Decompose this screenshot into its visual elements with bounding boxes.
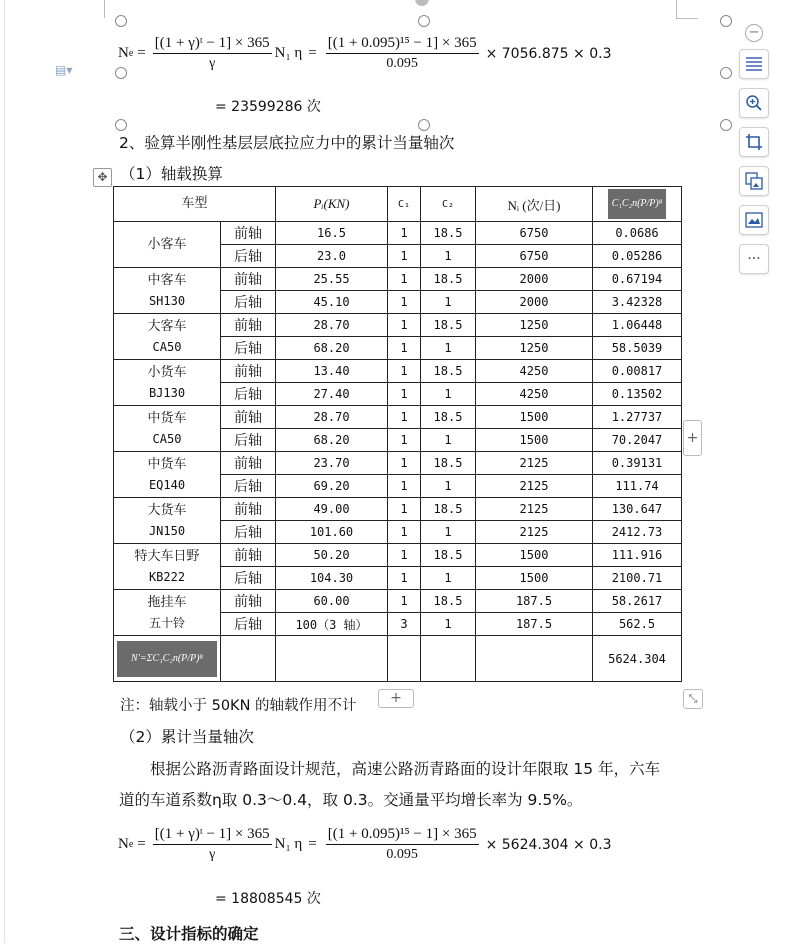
formula-fraction-2 bbox=[326, 826, 479, 863]
empty-cell bbox=[276, 636, 388, 682]
c1-cell: 1 bbox=[388, 222, 421, 245]
c2-cell: 1 bbox=[421, 337, 476, 360]
vehicle-name: 大客车 bbox=[147, 318, 187, 334]
c2-cell: 18.5 bbox=[421, 590, 476, 613]
value-cell: 0.00817 bbox=[593, 360, 682, 383]
header-vehicle: 车型 bbox=[114, 187, 276, 222]
vehicle-name: 中客车 bbox=[147, 272, 187, 288]
n-cell: 4250 bbox=[476, 383, 593, 406]
vehicle-name: 小货车 bbox=[147, 364, 187, 380]
formula-tail: × 7056.875 × 0.3 bbox=[485, 45, 612, 62]
c1-cell: 1 bbox=[388, 429, 421, 452]
n-cell: 1500 bbox=[476, 544, 593, 567]
header-p: Pᵢ(KN) bbox=[276, 187, 388, 222]
p-cell: 13.40 bbox=[276, 360, 388, 383]
n-cell: 187.5 bbox=[476, 590, 593, 613]
c1-cell: 1 bbox=[388, 498, 421, 521]
formula-denominator: γ bbox=[209, 56, 216, 71]
image-convert-icon[interactable] bbox=[739, 205, 769, 235]
table-row bbox=[114, 406, 682, 429]
axle-cell: 后轴 bbox=[221, 521, 276, 544]
p-cell: 104.30 bbox=[276, 567, 388, 590]
resize-handle[interactable] bbox=[720, 119, 732, 131]
paragraph-line-2: 道的车道系数η取 0.3～0.4，取 0.3。交通量平均增长率为 9.5%。 bbox=[119, 791, 583, 809]
resize-handle[interactable] bbox=[418, 119, 430, 131]
p-cell: 101.60 bbox=[276, 521, 388, 544]
c1-cell: 1 bbox=[388, 245, 421, 268]
p-cell: 68.20 bbox=[276, 429, 388, 452]
c1-cell: 1 bbox=[388, 268, 421, 291]
table-row bbox=[114, 590, 682, 613]
value-cell: 2412.73 bbox=[593, 521, 682, 544]
total-formula-image: N'=ΣC₁C₂n(P/P)⁸ bbox=[117, 641, 217, 677]
n-cell: 1500 bbox=[476, 429, 593, 452]
axle-cell: 前轴 bbox=[221, 452, 276, 475]
p-cell: 50.20 bbox=[276, 544, 388, 567]
formula-fraction-2 bbox=[326, 35, 479, 72]
page-top-crop-right bbox=[676, 0, 677, 18]
resize-handle[interactable] bbox=[115, 119, 127, 131]
c2-cell: 1 bbox=[421, 291, 476, 314]
c1-cell: 1 bbox=[388, 590, 421, 613]
n-cell: 1250 bbox=[476, 337, 593, 360]
n-cell: 187.5 bbox=[476, 613, 593, 636]
formula-image: C₁C₂n(P/P)⁸ bbox=[608, 189, 666, 219]
total-row bbox=[114, 636, 682, 682]
n-cell: 2000 bbox=[476, 268, 593, 291]
value-cell: 111.74 bbox=[593, 475, 682, 498]
value-cell: 0.0686 bbox=[593, 222, 682, 245]
p-cell: 25.55 bbox=[276, 268, 388, 291]
paragraph-line-1: 根据公路沥青路面设计规范，高速公路沥青路面的设计年限取 15 年，六车 bbox=[150, 760, 661, 778]
c2-cell: 1 bbox=[421, 613, 476, 636]
empty-cell bbox=[221, 636, 276, 682]
subheading-1: （1）轴载换算 bbox=[120, 165, 223, 183]
vehicle-cell bbox=[114, 406, 221, 452]
formula-mult: N₁ η bbox=[274, 836, 303, 852]
table-resize-icon[interactable]: ⤡ bbox=[683, 689, 703, 709]
crop-icon[interactable] bbox=[739, 127, 769, 157]
text-wrap-icon[interactable] bbox=[739, 49, 769, 79]
zoom-in-icon[interactable] bbox=[739, 88, 769, 118]
table-add-row-button[interactable]: + bbox=[378, 689, 414, 708]
vehicle-model: EQ140 bbox=[148, 477, 186, 492]
vehicle-cell bbox=[114, 268, 221, 314]
axle-cell: 前轴 bbox=[221, 314, 276, 337]
formula-lhs-sub: e bbox=[128, 48, 134, 59]
resize-handle[interactable] bbox=[720, 15, 732, 27]
p-cell: 68.20 bbox=[276, 337, 388, 360]
vehicle-cell bbox=[114, 222, 221, 268]
axle-cell: 后轴 bbox=[221, 245, 276, 268]
resize-handle[interactable] bbox=[720, 67, 732, 79]
vehicle-name: 中货车 bbox=[147, 456, 187, 472]
vehicle-model: CA50 bbox=[152, 339, 182, 354]
vehicle-name: 特大车日野 bbox=[134, 548, 200, 564]
p-cell: 28.70 bbox=[276, 406, 388, 429]
c2-cell: 18.5 bbox=[421, 544, 476, 567]
axle-cell: 前轴 bbox=[221, 222, 276, 245]
paragraph-marker-icon[interactable]: ▤▾ bbox=[55, 63, 73, 77]
formula-ne-1 bbox=[118, 35, 611, 72]
axle-cell: 前轴 bbox=[221, 590, 276, 613]
vehicle-model: SH130 bbox=[148, 293, 186, 308]
axle-cell: 后轴 bbox=[221, 567, 276, 590]
vehicle-name: 中货车 bbox=[147, 410, 187, 426]
vehicle-model: JN150 bbox=[148, 523, 186, 538]
value-cell: 0.39131 bbox=[593, 452, 682, 475]
axle-cell: 后轴 bbox=[221, 291, 276, 314]
c2-cell: 1 bbox=[421, 429, 476, 452]
table-move-icon[interactable]: ✥ bbox=[93, 168, 112, 187]
c1-cell: 1 bbox=[388, 406, 421, 429]
more-options-icon[interactable]: ··· bbox=[739, 244, 769, 274]
header-c1: C₁ bbox=[388, 187, 421, 222]
rotate-handle[interactable] bbox=[415, 0, 429, 6]
table-add-column-button[interactable]: + bbox=[683, 420, 702, 456]
formula-fraction bbox=[153, 35, 272, 72]
c1-cell: 1 bbox=[388, 521, 421, 544]
formula-numerator: [(1 + γ)ᵗ − 1] × 365 bbox=[153, 35, 272, 54]
formula-numerator-2: [(1 + 0.095)¹⁵ − 1] × 365 bbox=[326, 826, 479, 845]
formula-denominator-2: 0.095 bbox=[386, 847, 418, 862]
p-cell: 27.40 bbox=[276, 383, 388, 406]
formula-denominator-2: 0.095 bbox=[386, 56, 418, 71]
collapse-toolbar-button[interactable]: − bbox=[745, 24, 763, 42]
n-cell: 2125 bbox=[476, 521, 593, 544]
n-cell: 1500 bbox=[476, 406, 593, 429]
vehicle-cell bbox=[114, 544, 221, 590]
formula-eq: = bbox=[137, 836, 146, 852]
c2-cell: 18.5 bbox=[421, 314, 476, 337]
image-copy-icon[interactable] bbox=[739, 166, 769, 196]
c1-cell: 1 bbox=[388, 291, 421, 314]
n-cell: 1500 bbox=[476, 567, 593, 590]
axle-cell: 后轴 bbox=[221, 337, 276, 360]
p-cell: 23.70 bbox=[276, 452, 388, 475]
vehicle-cell bbox=[114, 360, 221, 406]
n-cell: 6750 bbox=[476, 245, 593, 268]
header-c2: C₂ bbox=[421, 187, 476, 222]
c2-cell: 18.5 bbox=[421, 406, 476, 429]
empty-cell bbox=[421, 636, 476, 682]
value-cell: 58.2617 bbox=[593, 590, 682, 613]
p-cell: 45.10 bbox=[276, 291, 388, 314]
total-value-cell: 5624.304 bbox=[593, 636, 682, 682]
p-cell: 23.0 bbox=[276, 245, 388, 268]
formula-lhs: N bbox=[118, 836, 129, 852]
vehicle-cell bbox=[114, 314, 221, 360]
formula-denominator: γ bbox=[209, 847, 216, 862]
c1-cell: 1 bbox=[388, 452, 421, 475]
resize-handle[interactable] bbox=[115, 15, 127, 27]
value-cell: 2100.71 bbox=[593, 567, 682, 590]
axle-cell: 后轴 bbox=[221, 383, 276, 406]
axle-cell: 前轴 bbox=[221, 360, 276, 383]
page-left-edge bbox=[4, 0, 5, 943]
table-row bbox=[114, 452, 682, 475]
vehicle-name: 拖挂车 bbox=[147, 594, 187, 610]
value-cell: 1.06448 bbox=[593, 314, 682, 337]
formula-numerator-2: [(1 + 0.095)¹⁵ − 1] × 365 bbox=[326, 35, 479, 54]
c1-cell: 1 bbox=[388, 314, 421, 337]
formula-numerator: [(1 + γ)ᵗ − 1] × 365 bbox=[153, 826, 272, 845]
c1-cell: 1 bbox=[388, 567, 421, 590]
table-row bbox=[114, 544, 682, 567]
axle-cell: 前轴 bbox=[221, 544, 276, 567]
n-cell: 2125 bbox=[476, 475, 593, 498]
vehicle-model: BJ130 bbox=[148, 385, 186, 400]
formula-lhs-sub: e bbox=[128, 839, 134, 850]
value-cell: 0.05286 bbox=[593, 245, 682, 268]
page-top-crop-right-h bbox=[676, 18, 698, 19]
vehicle-cell bbox=[114, 452, 221, 498]
c2-cell: 1 bbox=[421, 521, 476, 544]
heading-2: 2、验算半刚性基层层底拉应力中的累计当量轴次 bbox=[119, 134, 455, 152]
table-note: 注：轴载小于 50KN 的轴载作用不计 bbox=[120, 698, 357, 714]
table-row bbox=[114, 268, 682, 291]
formula-eq: = bbox=[137, 45, 146, 61]
c2-cell: 18.5 bbox=[421, 222, 476, 245]
table-row bbox=[114, 314, 682, 337]
c2-cell: 18.5 bbox=[421, 452, 476, 475]
value-cell: 58.5039 bbox=[593, 337, 682, 360]
n-cell: 6750 bbox=[476, 222, 593, 245]
value-cell: 130.647 bbox=[593, 498, 682, 521]
total-label-cell bbox=[114, 636, 221, 682]
formula-eq2: = bbox=[308, 836, 317, 852]
table-row bbox=[114, 498, 682, 521]
value-cell: 0.67194 bbox=[593, 268, 682, 291]
n-cell: 2125 bbox=[476, 498, 593, 521]
formula-result-2: = 18808545 次 bbox=[215, 891, 321, 907]
n-cell: 2000 bbox=[476, 291, 593, 314]
formula-tail: × 5624.304 × 0.3 bbox=[485, 836, 612, 853]
vehicle-name: 大货车 bbox=[147, 502, 187, 518]
header-formula bbox=[593, 187, 682, 222]
table-row bbox=[114, 222, 682, 245]
formula-ne-2 bbox=[118, 826, 611, 863]
formula-eq2: = bbox=[308, 45, 317, 61]
c1-cell: 3 bbox=[388, 613, 421, 636]
formula-mult: N₁ η bbox=[274, 45, 303, 61]
c2-cell: 18.5 bbox=[421, 360, 476, 383]
value-cell: 0.13502 bbox=[593, 383, 682, 406]
vehicle-model: KB222 bbox=[148, 569, 186, 584]
p-cell: 100（3 轴） bbox=[276, 613, 388, 636]
c2-cell: 18.5 bbox=[421, 498, 476, 521]
p-cell: 49.00 bbox=[276, 498, 388, 521]
formula-fraction bbox=[153, 826, 272, 863]
p-cell: 28.70 bbox=[276, 314, 388, 337]
axle-cell: 前轴 bbox=[221, 406, 276, 429]
c1-cell: 1 bbox=[388, 337, 421, 360]
page-top-crop-left bbox=[104, 0, 105, 18]
c1-cell: 1 bbox=[388, 383, 421, 406]
vehicle-cell bbox=[114, 590, 221, 636]
header-n: Nᵢ (次/日) bbox=[476, 187, 593, 222]
resize-handle[interactable] bbox=[418, 15, 430, 27]
value-cell: 1.27737 bbox=[593, 406, 682, 429]
axle-cell: 后轴 bbox=[221, 613, 276, 636]
formula-lhs: N bbox=[118, 45, 129, 61]
n-cell: 2125 bbox=[476, 452, 593, 475]
p-cell: 16.5 bbox=[276, 222, 388, 245]
p-cell: 69.20 bbox=[276, 475, 388, 498]
vehicle-cell bbox=[114, 498, 221, 544]
c2-cell: 1 bbox=[421, 383, 476, 406]
c2-cell: 18.5 bbox=[421, 268, 476, 291]
c1-cell: 1 bbox=[388, 475, 421, 498]
value-cell: 562.5 bbox=[593, 613, 682, 636]
vehicle-model: 五十铃 bbox=[148, 615, 185, 630]
axle-cell: 后轴 bbox=[221, 475, 276, 498]
empty-cell bbox=[476, 636, 593, 682]
value-cell: 70.2047 bbox=[593, 429, 682, 452]
c1-cell: 1 bbox=[388, 360, 421, 383]
empty-cell bbox=[388, 636, 421, 682]
n-cell: 1250 bbox=[476, 314, 593, 337]
heading-3: 三、设计指标的确定 bbox=[119, 925, 259, 943]
value-cell: 3.42328 bbox=[593, 291, 682, 314]
table-row bbox=[114, 360, 682, 383]
vehicle-name: 小客车 bbox=[147, 236, 187, 252]
value-cell: 111.916 bbox=[593, 544, 682, 567]
axle-cell: 前轴 bbox=[221, 268, 276, 291]
formula-result-1: = 23599286 次 bbox=[215, 99, 321, 115]
c1-cell: 1 bbox=[388, 544, 421, 567]
axle-load-table bbox=[113, 186, 682, 682]
c2-cell: 1 bbox=[421, 567, 476, 590]
subheading-2: （2）累计当量轴次 bbox=[120, 728, 254, 746]
axle-cell: 前轴 bbox=[221, 498, 276, 521]
n-cell: 4250 bbox=[476, 360, 593, 383]
axle-cell: 后轴 bbox=[221, 429, 276, 452]
c2-cell: 1 bbox=[421, 475, 476, 498]
c2-cell: 1 bbox=[421, 245, 476, 268]
vehicle-model: CA50 bbox=[152, 431, 182, 446]
p-cell: 60.00 bbox=[276, 590, 388, 613]
